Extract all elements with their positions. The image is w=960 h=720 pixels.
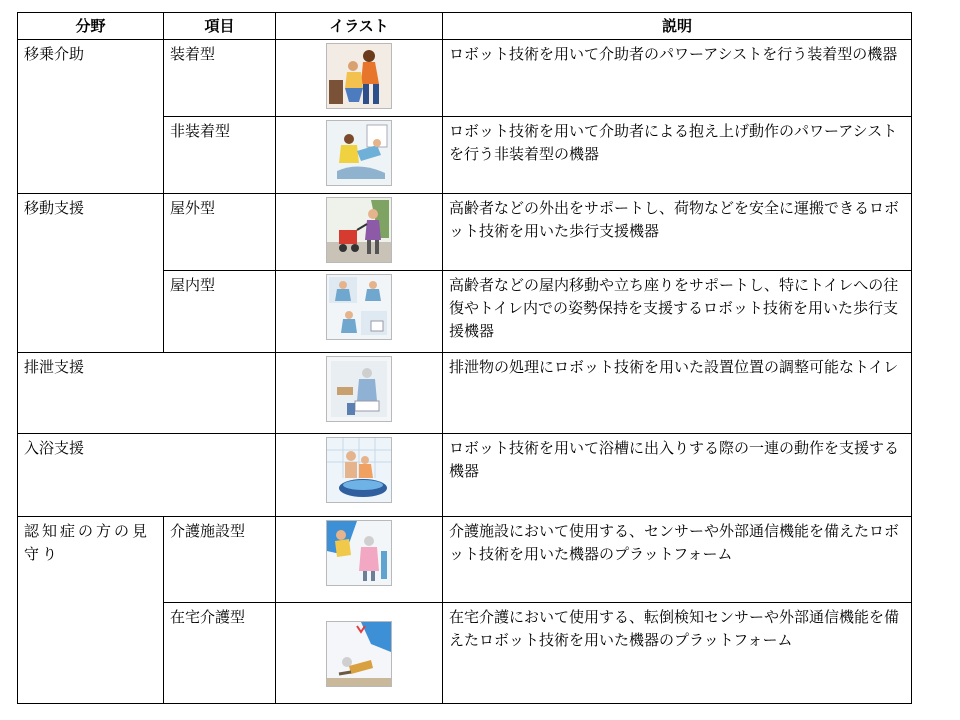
description-cell: ロボット技術を用いて介助者による抱え上げ動作のパワーアシストを行う非装着型の機器 [443,117,912,194]
facility-monitoring-icon [326,520,392,586]
header-description: 説明 [443,13,912,40]
toilet-assist-icon [326,356,392,422]
field-cell: 入浴支援 [18,434,276,517]
description-cell: ロボット技術を用いて介助者のパワーアシストを行う装着型の機器 [443,40,912,117]
table-header-row [18,13,912,40]
header-field: 分野 [18,13,164,40]
table-row [18,194,912,271]
field-cell: 排泄支援 [18,353,276,434]
field-cell: 移乗介助 [18,40,164,194]
outdoor-walking-cart-icon [326,197,392,263]
illustration-cell [276,603,443,704]
illustration-cell [276,271,443,353]
description-cell: 高齢者などの外出をサポートし、荷物などを安全に運搬できるロボット技術を用いた歩行支援機器 [443,194,912,271]
table-row [18,434,912,517]
field-cell: 移動支援 [18,194,164,353]
table-row [18,517,912,603]
item-cell: 屋外型 [164,194,276,271]
item-cell: 装着型 [164,40,276,117]
illustration-cell [276,40,443,117]
item-cell: 屋内型 [164,271,276,353]
description-cell: 介護施設において使用する、センサーや外部通信機能を備えたロボット技術を用いた機器のプラットフォーム [443,517,912,603]
table-row [18,40,912,117]
field-cell: 認知症の方の見守り [18,517,164,704]
illustration-cell [276,194,443,271]
description-cell: 排泄物の処理にロボット技術を用いた設置位置の調整可能なトイレ [443,353,912,434]
description-cell: 在宅介護において使用する、転倒検知センサーや外部通信機能を備えたロボット技術を用いた機器のプラットフォーム [443,603,912,704]
description-cell: 高齢者などの屋内移動や立ち座りをサポートし、特にトイレへの往復やトイレ内での姿勢保持を支援するロボット技術を用いた歩行支援機器 [443,271,912,353]
care-robot-table [17,12,912,704]
header-illustration: イラスト [276,13,443,40]
illustration-cell [276,353,443,434]
illustration-cell [276,434,443,517]
home-monitoring-fall-icon [326,621,392,687]
item-cell: 非装着型 [164,117,276,194]
caregiver-lift-wearable-icon [326,43,392,109]
indoor-walking-assist-icon [326,274,392,340]
illustration-cell [276,117,443,194]
caregiver-lift-nonwearable-icon [326,120,392,186]
item-cell: 介護施設型 [164,517,276,603]
description-cell: ロボット技術を用いて浴槽に出入りする際の一連の動作を支援する機器 [443,434,912,517]
table-row [18,353,912,434]
bath-assist-icon [326,437,392,503]
header-item: 項目 [164,13,276,40]
item-cell: 在宅介護型 [164,603,276,704]
illustration-cell [276,517,443,603]
